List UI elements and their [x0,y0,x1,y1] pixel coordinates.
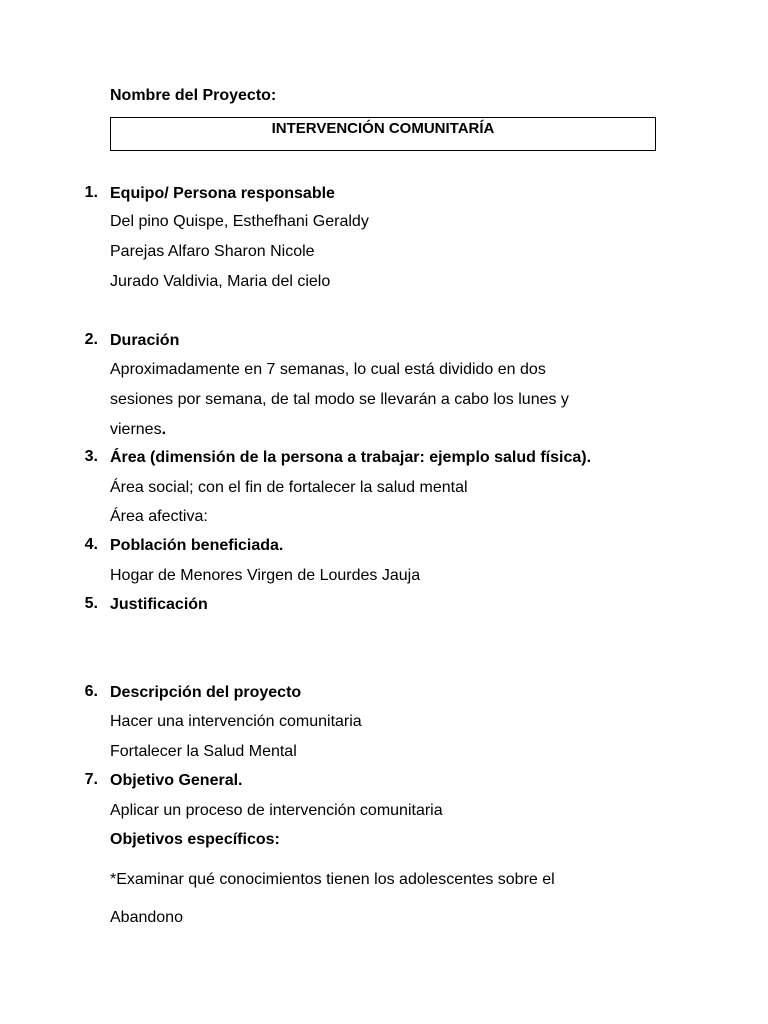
project-name-label: Nombre del Proyecto: [110,87,277,104]
project-title: INTERVENCIÓN COMUNITARÍA [271,120,495,137]
section-heading: Descripción del proyecto [110,684,302,701]
section-line: sesiones por semana, de tal modo se llevarán a cabo los lunes y [110,391,569,408]
section-line-with-period [110,420,166,440]
section-line: Aplicar un proceso de intervención comunitaria [110,802,443,819]
trailing-period: . [161,421,167,438]
section-number: 2. [84,331,98,348]
section-subline: Abandono [110,909,183,926]
section-heading: Población beneficiada. [110,537,284,554]
section-subheading: Objetivos específicos: [110,831,280,848]
section-line: Aproximadamente en 7 semanas, lo cual está dividido en dos [110,361,546,378]
section-line: Área afectiva: [110,508,208,525]
section-line: Hacer una intervención comunitaria [110,713,362,730]
section-number: 5. [84,595,98,612]
section-line: viernes [110,421,162,438]
section-line: Fortalecer la Salud Mental [110,743,297,760]
section-line: Del pino Quispe, Esthefhani Geraldy [110,213,369,230]
section-line: Jurado Valdivia, Maria del cielo [110,273,331,290]
section-heading: Duración [110,332,180,349]
section-number: 4. [84,536,98,553]
section-heading: Justificación [110,596,208,613]
section-heading: Objetivo General. [110,772,243,789]
section-number: 6. [84,683,98,700]
section-heading: Equipo/ Persona responsable [110,185,335,202]
section-subline: *Examinar qué conocimientos tienen los adolescentes sobre el [110,871,555,888]
section-heading: Área (dimensión de la persona a trabajar: ejemplo salud física). [110,449,592,466]
section-line: Parejas Alfaro Sharon Nicole [110,243,315,260]
project-title-box [110,117,656,151]
section-number: 3. [84,448,98,465]
section-line: Hogar de Menores Virgen de Lourdes Jauja [110,567,421,584]
section-line: Área social; con el fin de fortalecer la salud mental [110,479,468,496]
section-number: 1. [84,184,98,201]
section-number: 7. [84,771,98,788]
